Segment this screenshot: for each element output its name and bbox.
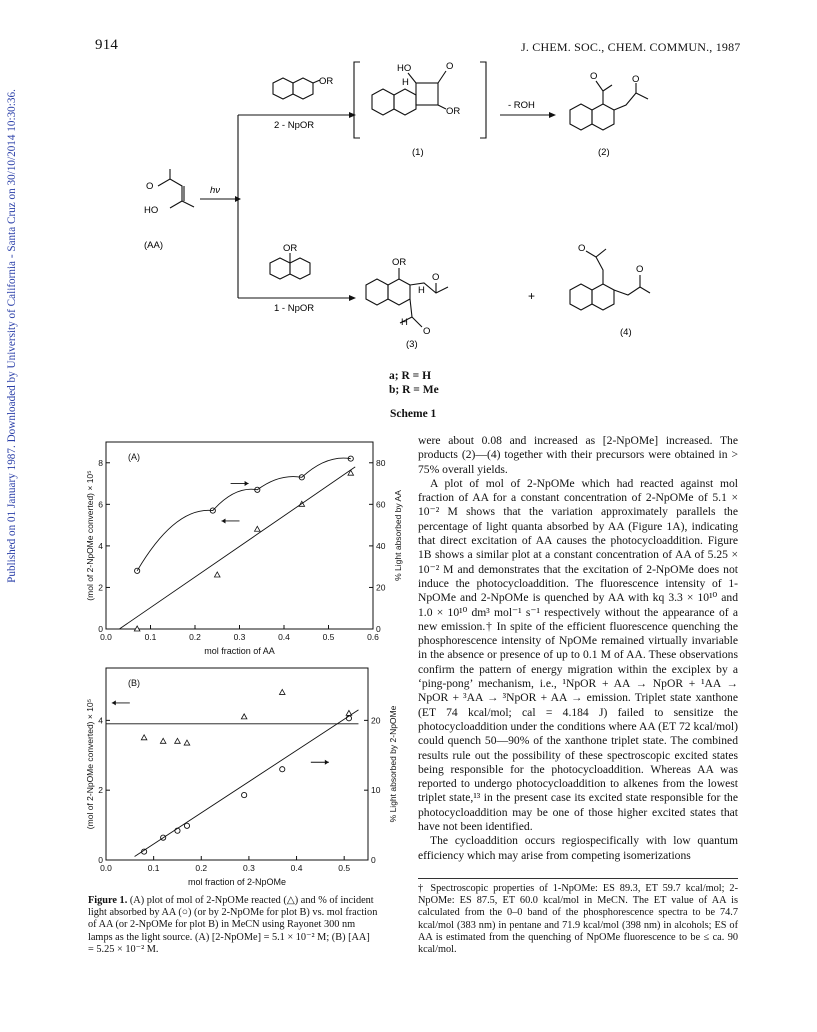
x-axis-label: mol fraction of AA xyxy=(204,646,275,656)
x-tick-label: 0.3 xyxy=(242,863,255,873)
y-axis-label: (mol of 2-NpOMe converted) × 10⁵ xyxy=(85,470,95,601)
lower-reagent-label: 1 - NpOR xyxy=(274,303,315,314)
y-tick-label: 8 xyxy=(98,457,103,468)
y-right-tick-label: 20 xyxy=(376,582,386,593)
x-tick-label: 0.5 xyxy=(322,632,335,642)
c3-or: OR xyxy=(392,257,407,268)
y-tick-label: 2 xyxy=(98,582,103,593)
label-1: (1) xyxy=(412,147,424,158)
y-tick-label: 0 xyxy=(98,624,103,634)
c1-o: O xyxy=(446,61,454,72)
x-tick-label: 0.6 xyxy=(367,632,379,642)
series-arrow-head xyxy=(325,760,329,765)
y-tick-label: 4 xyxy=(98,715,103,726)
x-tick-label: 0.2 xyxy=(189,632,201,642)
y-right-tick-label: 0 xyxy=(376,624,381,634)
data-point-circle xyxy=(242,792,247,797)
body-paragraph-3: The cycloaddition occurs regiospecifically with low quantum efficiency which may arise from competing isomerizations xyxy=(418,834,738,862)
y-right-axis-label: % Light absorbed by 2-NpOMe xyxy=(388,705,398,823)
data-point-triangle xyxy=(184,740,190,745)
scheme-variant-b: b; R = Me xyxy=(389,384,439,396)
y-tick-label: 6 xyxy=(98,499,103,510)
c4-o2: O xyxy=(636,264,644,275)
plus-sign: + xyxy=(528,289,536,303)
data-point-triangle xyxy=(175,738,181,743)
data-point-triangle xyxy=(160,738,166,743)
minus-roh-label: - ROH xyxy=(508,100,535,111)
series-arrow-head xyxy=(245,481,249,486)
upper-reagent-label: 2 - NpOR xyxy=(274,120,315,131)
y-right-tick-label: 0 xyxy=(371,855,376,865)
c2-o2: O xyxy=(632,74,640,85)
label-3: (3) xyxy=(406,339,418,350)
x-tick-label: 0.1 xyxy=(144,632,157,642)
data-point-circle xyxy=(280,767,285,772)
plot-frame xyxy=(106,668,368,860)
x-tick-label: 0.3 xyxy=(233,632,246,642)
panel-label: (A) xyxy=(128,452,140,462)
c3-o1: O xyxy=(432,272,440,283)
figure-caption-label: Figure 1. xyxy=(88,895,128,906)
np1-or: OR xyxy=(283,243,298,254)
y-right-tick-label: 40 xyxy=(376,540,386,551)
y-right-tick-label: 20 xyxy=(371,715,381,726)
scheme-hv-label: hν xyxy=(210,185,221,196)
y-tick-label: 0 xyxy=(98,855,103,865)
body-paragraph-1: were about 0.08 and increased as [2-NpOMe] increased. The products (2)—(4) together with their precursors were obtained in > 75% overall yields. xyxy=(418,434,738,476)
x-tick-label: 0.5 xyxy=(338,863,351,873)
body-paragraph-2: A plot of mol of 2-NpOMe which had reacted against mol fraction of AA for a constant concentration of 2-NpOMe of 5.1 × 10⁻² M shows that the variation approximately parallels the percentage of light quanta absorbed by AA (Figure 1A), indicating that direct excitation of AA causes the photocycloaddition. Figure 1B shows a similar plot at a constant concentration of AA of 5.25 × 10⁻² M and demonstrates that the excitation of 2-NpOMe does not induce the photocycloaddition. The fluorescence intensity of 1-NpOMe and 2-NpOMe is quenched by AA with kq 3.3 × 10¹⁰ and 1.0 × 10¹⁰ dm³ mol⁻¹ s⁻¹ respectively without the appearance of a new emission.† In spite of the efficient fluorescence quenching the phosphorescence intensity of NpOMe remained virtually invariable in the absence or presence of up to 0.1 M of AA. These observations confirm the pattern of energy migration within the exciplex by a ‘ping-pong’ mechanism, i.e., ¹NpOR + AA → NpOR + ¹AA → NpOR + ³AA → ³NpOR + AA → emission. Triplet state xanthone (ET 74 kcal/mol; cal = 4.184 J) failed to sensitize the photocycloaddition under the conditions where AA (ET 72 kcal/mol) could quench 50—90% of the xanthone triplet state. The combined results rule out the possibility of these spectroscopic excited states being responsible for the photocycloaddition. Whereas AA was reported to undergo photocycloaddition to alkenes from the lowest triplet state,¹³ in the present case its excited state responsible for the photocycloaddition may be one of those higher excited states that have not been identified. xyxy=(418,476,738,834)
y-tick-label: 4 xyxy=(98,540,103,551)
body-text xyxy=(418,434,738,863)
publication-side-note: Published on 01 January 1987. Downloaded by University of California - Santa Cruz on 30/10/2014 10:30:36. xyxy=(6,89,18,583)
journal-header: J. CHEM. SOC., CHEM. COMMUN., 1987 xyxy=(521,40,741,54)
footnote-rule xyxy=(418,878,738,879)
footnote: † Spectroscopic properties of 1-NpOMe: ES 89.3, ET 59.7 kcal/mol; 2-NpOMe: ES 87.5, ET 60.0 kcal/mol in MeCN. The ET value of AA is calculated from the 0–0 band of the phosphorescence spectra to be 74.7 kcal/mol (383 nm) in pentane and 71.9 kcal/mol (398 nm) in alcohols; ES of AA is estimated from the quenching of NpOMe fluorescence to be ≤ ca. 90 kcal/mol. xyxy=(418,883,738,956)
data-point-triangle xyxy=(241,714,247,719)
c1-h: H xyxy=(402,77,409,88)
aa-o: O xyxy=(146,181,154,192)
label-4: (4) xyxy=(620,327,632,338)
series-arrow-head xyxy=(222,518,226,523)
y-right-tick-label: 80 xyxy=(376,457,386,468)
data-point-circle xyxy=(184,823,189,828)
c1-or: OR xyxy=(446,106,461,117)
np2-or: OR xyxy=(319,76,334,87)
y-right-tick-label: 60 xyxy=(376,499,386,510)
page-number: 914 xyxy=(95,37,119,53)
light-absorbed-line xyxy=(135,710,359,857)
x-tick-label: 0.0 xyxy=(100,632,112,642)
x-tick-label: 0.0 xyxy=(100,863,112,873)
y-right-axis-label: % Light absorbed by AA xyxy=(393,490,403,581)
reaction-scheme xyxy=(120,55,740,415)
data-point-triangle xyxy=(214,572,220,577)
label-2: (2) xyxy=(598,147,610,158)
chart-b xyxy=(78,660,400,895)
figure-caption xyxy=(88,895,378,956)
scheme-label: Scheme 1 xyxy=(390,408,437,420)
light-absorbed-curve xyxy=(137,458,351,571)
aa-ho: HO xyxy=(144,205,159,216)
chart-a xyxy=(78,434,403,656)
data-point-triangle xyxy=(141,735,147,740)
data-point-triangle xyxy=(255,526,261,531)
x-tick-label: 0.2 xyxy=(195,863,208,873)
series-arrow-head xyxy=(112,700,116,705)
x-tick-label: 0.4 xyxy=(278,632,290,642)
x-axis-label: mol fraction of 2-NpOMe xyxy=(187,877,287,887)
c2-o1: O xyxy=(590,71,598,82)
data-point-circle xyxy=(135,568,140,573)
c1-ho: HO xyxy=(397,63,412,74)
conversion-trend-line xyxy=(119,467,355,629)
y-right-tick-label: 10 xyxy=(371,785,381,796)
c3-h2: H xyxy=(401,317,408,328)
x-tick-label: 0.1 xyxy=(147,863,160,873)
y-axis-label: (mol of 2-NpOMe converted) × 10⁵ xyxy=(85,698,95,830)
figure-caption-text: (A) plot of mol of 2-NpOMe reacted (△) and % of incident light absorbed by AA (○) (or by 2-NpOMe for plot B) vs. mol fraction of AA (or 2-NpOMe for plot B) in MeCN using Rayonet 300 nm lamps as the light source. (A) [2-NpOMe] = 5.1 × 10⁻² M; (B) [AA] = 5.25 × 10⁻² M. xyxy=(88,895,378,955)
c4-o1: O xyxy=(578,243,586,254)
y-tick-label: 2 xyxy=(98,785,103,796)
data-point-triangle xyxy=(279,689,285,694)
label-aa: (AA) xyxy=(144,240,163,251)
plot-frame xyxy=(106,442,373,629)
c3-h1: H xyxy=(418,285,425,296)
x-tick-label: 0.4 xyxy=(290,863,303,873)
panel-label: (B) xyxy=(128,678,140,688)
c3-o2: O xyxy=(423,326,431,337)
scheme-variant-a: a; R = H xyxy=(389,370,432,382)
